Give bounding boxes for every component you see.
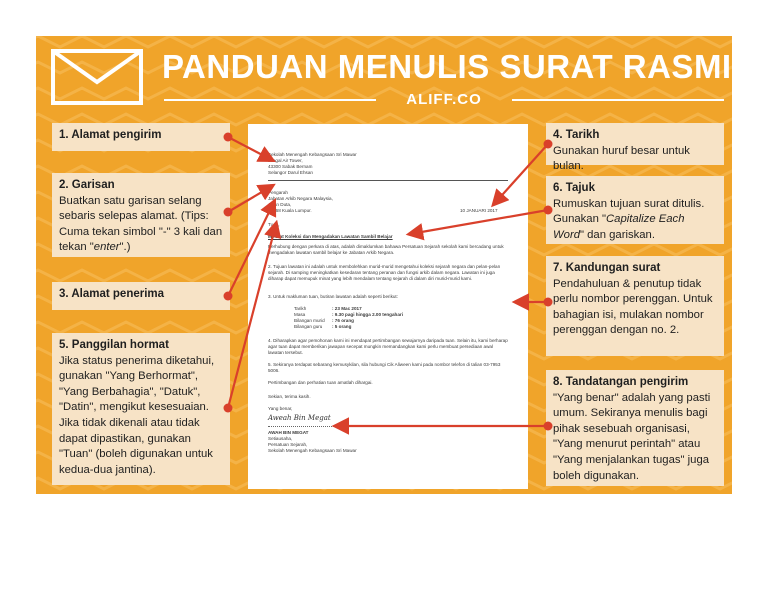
tip-body: Pendahuluan & penutup tidak perlu nombor perenggan. Untuk bahagian isi, mulakan nombor perenggan dengan no. 2. — [553, 277, 713, 337]
letter-divider — [268, 180, 508, 181]
letter-salutation: Tuan, — [268, 222, 280, 227]
tip-box-garisan — [52, 173, 230, 257]
letter-detail-value: : 23 Mac 2017 — [332, 306, 362, 311]
tip-heading: 8. Tandatangan pengirim — [553, 376, 689, 388]
brand-row — [162, 90, 726, 110]
letter-sender-line: 43300 Sabak Bernam — [268, 164, 313, 169]
letter-paragraph: 5. Sekiranya terdapat sebarang kemusykilan, sila hubungi Cik Aliween kami pada nombor telefon di talian 03-7953 5006. — [268, 362, 501, 374]
tip-body: "Yang benar" adalah yang pasti umum. Sekiranya menulis bagi pihak sesebuah organisasi, "Yang menurut perintah" atau "Yang menjalankan tugas" juga boleh digunakan. — [553, 391, 711, 482]
tip-box-tandatangan — [546, 370, 724, 486]
letter-date: 10 JANUARI 2017 — [460, 208, 498, 213]
tip-box-tajuk — [546, 176, 724, 244]
letter-recipient-line: Jabatan Arkib Negara Malaysia, — [268, 196, 333, 201]
envelope-icon — [50, 48, 144, 106]
letter-detail-label: Masa — [294, 312, 306, 317]
letter-closing: Pertimbangan dan perhatian tuan amatlah dihargai. — [268, 380, 373, 385]
tip-heading: 7. Kandungan surat — [553, 262, 661, 274]
letter-paragraph: Berhubung dengan perkara di atas, adalah dimaklumkan bahawa Persatuan Sejarah sekolah kami bercadang untuk mengadakan lawatan sambil belajar ke Jabatan Arkib Negara. — [268, 244, 504, 256]
letter-paragraph: 4. Diharapkan agar pemohonan kami ini mendapat pertimbangan sewajarnya daripada tuan. Selain itu, kami berharap agar tuan dapat memberikan jawapan secepat mungkin memandangkan kami perlu membuat persediaan awal lawatan tersebut. — [268, 338, 508, 356]
tip-heading: 4. Tarikh — [553, 129, 600, 141]
poster — [36, 36, 732, 494]
letter-signature: Aweah Bin Megat — [268, 414, 331, 422]
tip-heading: 2. Garisan — [59, 179, 115, 191]
tip-box-kandungan-surat — [546, 256, 724, 356]
page-title: PANDUAN MENULIS SURAT RASMI — [162, 48, 732, 85]
tip-body: Rumuskan tujuan surat ditulis. Gunakan "Capitalize Each Word" dan gariskan. — [553, 197, 705, 241]
letter-recipient-line: Pengarah — [268, 190, 288, 195]
letter-signer-line: Setiausaha, — [268, 436, 293, 441]
letter-thanks: Sekian, terima kasih. — [268, 394, 311, 399]
letter-yours: Yang benar, — [268, 406, 293, 411]
tip-heading: 6. Tajuk — [553, 182, 595, 194]
letter-detail-label: Bilangan murid — [294, 318, 325, 323]
letter-detail-label: Tarikh — [294, 306, 307, 311]
letter-detail-label: Bilangan guru — [294, 324, 323, 329]
tip-box-alamat-penerima — [52, 282, 230, 310]
letter-sender-line: Selangor Darul Ehsan — [268, 170, 313, 175]
letter-detail-value: : 76 orang — [332, 318, 354, 323]
tip-heading: 5. Panggilan hormat — [59, 339, 169, 351]
brand-divider-right — [512, 99, 724, 101]
tip-body: Gunakan huruf besar untuk bulan. — [553, 144, 690, 173]
letter-signer-line: Persatuan Sejarah, — [268, 442, 308, 447]
letter-paragraph: 2. Tujuan lawatan ini adalah untuk membolehkan murid-murid mengetahui koleksi sejarah negara dan pelan-pelan sejarah. Di samping meningkatkan kesedaran tentang peranan dan fungsi arkib dalam negara. Lawatan ini juga diharap dapat memupuk minat yang lebih mendalam tentang sejarah di dalam diri murid-murid kami. — [268, 264, 501, 282]
letter-recipient-line: Jalan Duta, — [268, 202, 292, 207]
letter-subject: Melihat Koleksi dan Mengadakan Lawatan Sambil Belajar — [268, 234, 393, 239]
letter-paragraph: 3. Untuk makluman tuan, butiran lawatan adalah seperti berikut: — [268, 294, 398, 299]
tip-body: Buatkan satu garisan selang sebaris selepas alamat. (Tips: Cuma tekan simbol "-" 3 kali dan tekan "enter".) — [59, 194, 223, 254]
tip-box-alamat-pengirim — [52, 123, 230, 151]
brand-label: ALIFF.CO — [406, 91, 482, 108]
tip-heading: 3. Alamat penerima — [59, 288, 165, 300]
letter-detail-value: : 5 orang — [332, 324, 352, 329]
letter-sender-line: Sekolah Menengah Kebangsaan Sri Mawar — [268, 152, 357, 157]
tip-box-panggilan-hormat — [52, 333, 230, 485]
sample-letter — [248, 124, 528, 489]
letter-signer-line: Sekolah Menengah Kebangsaan Sri Mawar — [268, 448, 357, 453]
letter-signer-line: AWAH BIN MEGAT — [268, 430, 309, 435]
letter-detail-value: : 9.30 pagi hingga 2.00 tengahari — [332, 312, 403, 317]
letter-sender-line: Jangal Air Tower, — [268, 158, 303, 163]
tip-box-tarikh — [546, 123, 724, 173]
letter-recipient-line: 50568 Kuala Lumpur. — [268, 208, 312, 213]
tip-heading: 1. Alamat pengirim — [59, 129, 162, 141]
signature-line — [268, 426, 338, 427]
tip-body: Jika status penerima diketahui, gunakan "Yang Berhormat", "Yang Berbahagia", "Datuk", "Datin", mengikut kesesuaian. Jika tidak dikenali atau tidak dapat dipastikan, gunakan "Tuan" (boleh digunakan untuk kedua-dua jantina). — [59, 354, 215, 476]
